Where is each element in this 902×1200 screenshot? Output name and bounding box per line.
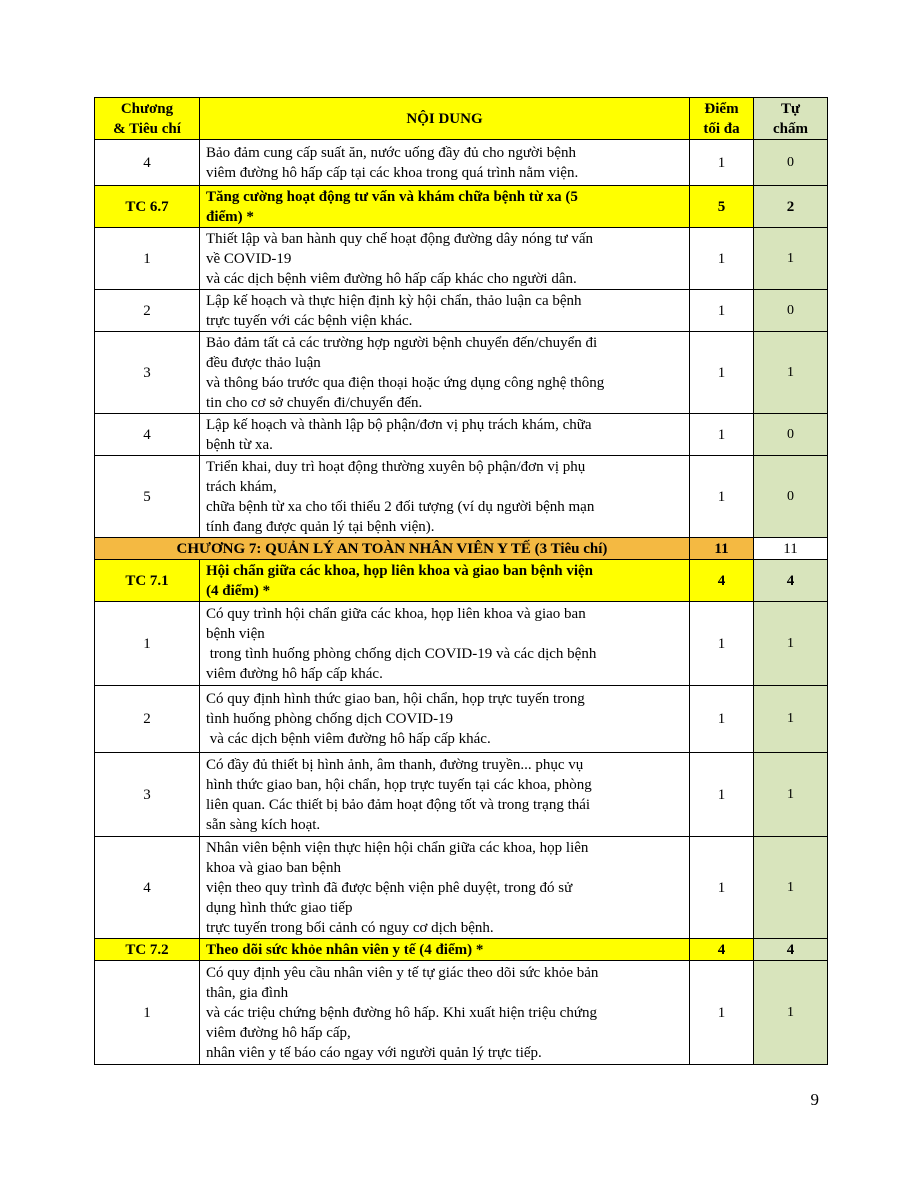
criterion-title: Theo dõi sức khỏe nhân viên y tế (4 điểm) *	[200, 939, 690, 961]
row-self-score: 1	[754, 837, 828, 939]
row-content: Có đầy đủ thiết bị hình ảnh, âm thanh, đường truyền... phục vụ hình thức giao ban, hội chẩn, họp trực tuyến tại các khoa, phòng liên quan. Các thiết bị bảo đảm hoạt động tốt và trong trạng thái sẵn sàng kích hoạt.	[200, 753, 690, 837]
chapter-max-score: 11	[690, 538, 754, 560]
table-row	[95, 602, 828, 686]
row-self-score: 0	[754, 290, 828, 332]
header-max-score: Điểm tối đa	[690, 98, 754, 140]
row-number: 2	[95, 290, 200, 332]
criterion-code: TC 7.2	[95, 939, 200, 961]
criterion-row-tc67	[95, 186, 828, 228]
row-number: 5	[95, 456, 200, 538]
row-number: 1	[95, 602, 200, 686]
criterion-row-tc72	[95, 939, 828, 961]
table-row	[95, 837, 828, 939]
table-row	[95, 961, 828, 1065]
row-content: Bảo đảm cung cấp suất ăn, nước uống đầy đủ cho người bệnh viêm đường hô hấp cấp tại các khoa trong quá trình nằm viện.	[200, 140, 690, 186]
row-self-score: 1	[754, 332, 828, 414]
criterion-max-score: 5	[690, 186, 754, 228]
row-content: Bảo đảm tất cả các trường hợp người bệnh chuyển đến/chuyển đi đều được thảo luận và thông báo trước qua điện thoại hoặc ứng dụng công nghệ thông tin cho cơ sở chuyển đi/chuyển đến.	[200, 332, 690, 414]
row-content: Lập kế hoạch và thực hiện định kỳ hội chẩn, thảo luận ca bệnh trực tuyến với các bệnh viện khác.	[200, 290, 690, 332]
table-row	[95, 753, 828, 837]
row-self-score: 1	[754, 686, 828, 753]
row-max-score: 1	[690, 753, 754, 837]
row-number: 4	[95, 414, 200, 456]
header-self-score: Tự chấm	[754, 98, 828, 140]
row-self-score: 0	[754, 414, 828, 456]
row-max-score: 1	[690, 332, 754, 414]
page-number: 9	[810, 1090, 819, 1109]
criterion-self-score: 4	[754, 939, 828, 961]
table-row	[95, 228, 828, 290]
row-self-score: 1	[754, 961, 828, 1065]
table-header-row	[95, 98, 828, 140]
criterion-self-score: 4	[754, 560, 828, 602]
row-number: 1	[95, 228, 200, 290]
row-content: Thiết lập và ban hành quy chế hoạt động đường dây nóng tư vấn về COVID-19 và các dịch bệnh viêm đường hô hấp cấp khác cho người dân.	[200, 228, 690, 290]
row-self-score: 1	[754, 602, 828, 686]
criterion-title: Hội chẩn giữa các khoa, họp liên khoa và giao ban bệnh viện (4 điểm) *	[200, 560, 690, 602]
row-content: Triển khai, duy trì hoạt động thường xuyên bộ phận/đơn vị phụ trách khám, chữa bệnh từ xa cho tối thiểu 2 đối tượng (ví dụ người bệnh mạn tính đang được quản lý tại bệnh viện).	[200, 456, 690, 538]
row-content: Có quy trình hội chẩn giữa các khoa, họp liên khoa và giao ban bệnh viện trong tình huống phòng chống dịch COVID-19 và các dịch bệnh viêm đường hô hấp cấp khác.	[200, 602, 690, 686]
row-number: 4	[95, 837, 200, 939]
row-number: 4	[95, 140, 200, 186]
row-self-score: 1	[754, 228, 828, 290]
table-row	[95, 686, 828, 753]
criterion-code: TC 7.1	[95, 560, 200, 602]
row-self-score: 1	[754, 753, 828, 837]
row-max-score: 1	[690, 961, 754, 1065]
chapter-row-7	[95, 538, 828, 560]
row-number: 3	[95, 753, 200, 837]
header-chapter-criteria: Chương & Tiêu chí	[95, 98, 200, 140]
table-row	[95, 290, 828, 332]
row-max-score: 1	[690, 456, 754, 538]
row-max-score: 1	[690, 602, 754, 686]
row-max-score: 1	[690, 837, 754, 939]
row-max-score: 1	[690, 686, 754, 753]
row-content: Lập kế hoạch và thành lập bộ phận/đơn vị phụ trách khám, chữa bệnh từ xa.	[200, 414, 690, 456]
row-max-score: 1	[690, 290, 754, 332]
table-row	[95, 456, 828, 538]
row-number: 1	[95, 961, 200, 1065]
row-max-score: 1	[690, 140, 754, 186]
row-content: Có quy định hình thức giao ban, hội chẩn, họp trực tuyến trong tình huống phòng chống dịch COVID-19 và các dịch bệnh viêm đường hô hấp cấp khác.	[200, 686, 690, 753]
row-number: 2	[95, 686, 200, 753]
table-row	[95, 414, 828, 456]
chapter-title: CHƯƠNG 7: QUẢN LÝ AN TOÀN NHÂN VIÊN Y TẾ (3 Tiêu chí)	[95, 538, 690, 560]
chapter-self-score: 11	[754, 538, 828, 560]
header-content: NỘI DUNG	[200, 98, 690, 140]
row-max-score: 1	[690, 228, 754, 290]
criterion-code: TC 6.7	[95, 186, 200, 228]
row-self-score: 0	[754, 456, 828, 538]
criterion-max-score: 4	[690, 939, 754, 961]
criterion-self-score: 2	[754, 186, 828, 228]
table-row	[95, 332, 828, 414]
criterion-row-tc71	[95, 560, 828, 602]
scoring-table	[94, 97, 828, 1065]
row-self-score: 0	[754, 140, 828, 186]
criterion-title: Tăng cường hoạt động tư vấn và khám chữa bệnh từ xa (5 điểm) *	[200, 186, 690, 228]
row-content: Nhân viên bệnh viện thực hiện hội chẩn giữa các khoa, họp liên khoa và giao ban bệnh viện theo quy trình đã được bệnh viện phê duyệt, trong đó sử dụng hình thức giao tiếp trực tuyến trong bối cảnh có nguy cơ dịch bệnh.	[200, 837, 690, 939]
table-row	[95, 140, 828, 186]
row-number: 3	[95, 332, 200, 414]
row-content: Có quy định yêu cầu nhân viên y tế tự giác theo dõi sức khỏe bản thân, gia đình và các triệu chứng bệnh đường hô hấp. Khi xuất hiện triệu chứng viêm đường hô hấp cấp, nhân viên y tế báo cáo ngay với người quản lý trực tiếp.	[200, 961, 690, 1065]
criterion-max-score: 4	[690, 560, 754, 602]
row-max-score: 1	[690, 414, 754, 456]
